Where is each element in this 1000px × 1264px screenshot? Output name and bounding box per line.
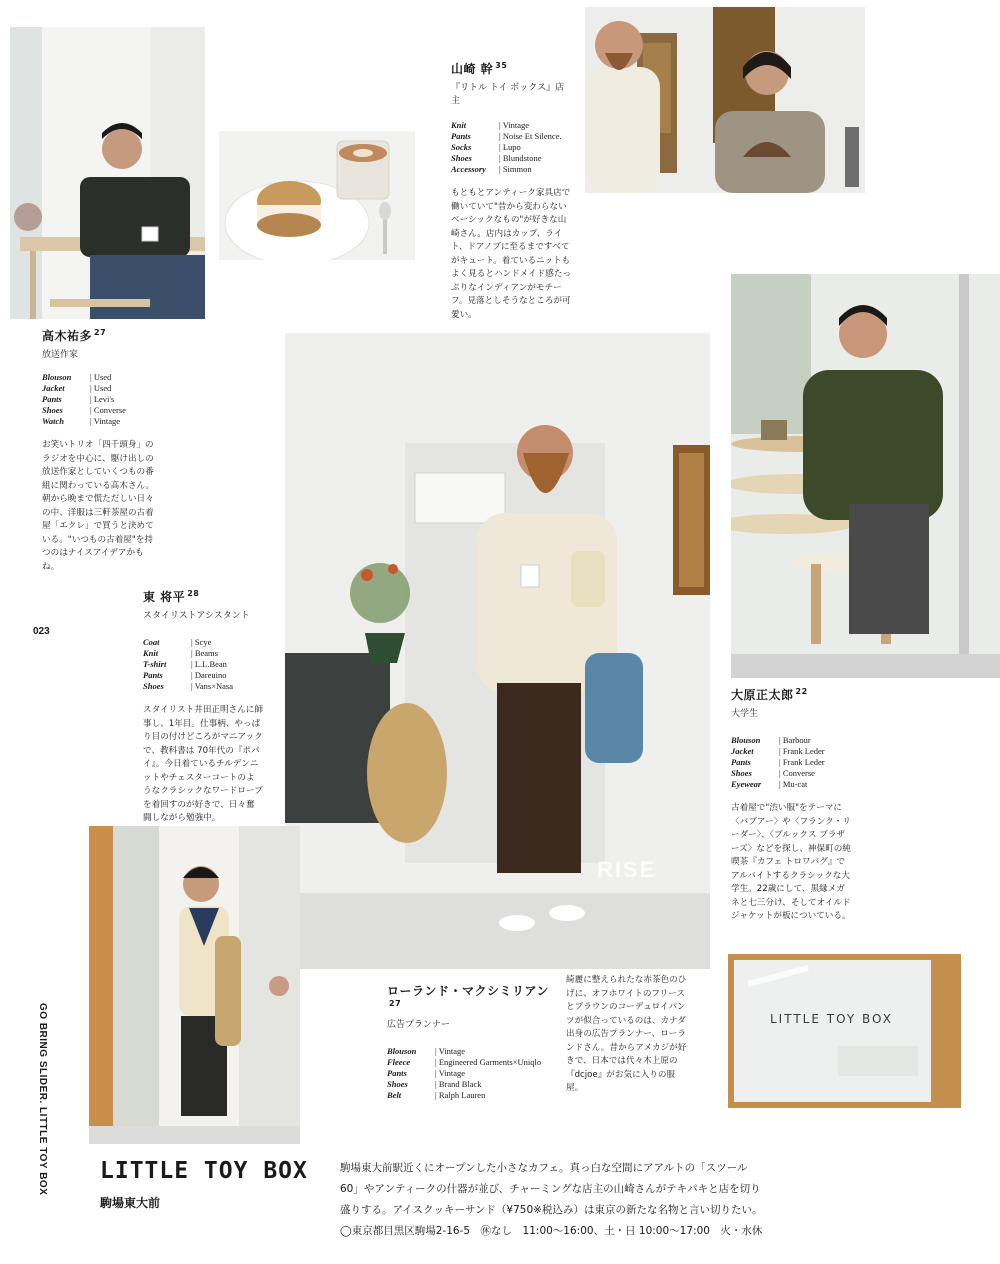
item-row: Jacket | Used — [42, 383, 160, 394]
photo-roland — [285, 333, 710, 969]
item-row: Shoes | Brand Black — [387, 1079, 557, 1090]
item-list — [42, 372, 160, 427]
item-row: Blouson | Barbour — [731, 735, 851, 746]
photo-shop-sign — [728, 954, 961, 1108]
person-age: 28 — [187, 589, 200, 598]
item-row: Pants | Dareuino — [143, 670, 263, 681]
person-role: スタイリストアシスタント — [143, 611, 250, 621]
item-row: Blouson | Vintage — [387, 1046, 557, 1057]
side-label: GO BRING SLIDER. LITTLE TOY BOX — [37, 1003, 48, 1196]
person-age: 27 — [94, 328, 107, 337]
page-number: 023 — [33, 626, 50, 637]
item-row: Shoes | Blundstone — [451, 153, 573, 164]
person-role: 広告プランナー — [387, 1020, 451, 1030]
item-list — [387, 1046, 557, 1101]
profile-yamazaki — [451, 60, 573, 322]
photo-ohara — [731, 274, 1000, 678]
photo-higashi — [89, 826, 300, 1144]
item-row: Knit | Vintage — [451, 120, 573, 131]
item-list — [451, 120, 573, 175]
item-list — [731, 735, 851, 790]
item-row: Shoes | Converse — [42, 405, 160, 416]
shop-sign-text: LITTLE TOY BOX — [770, 1012, 893, 1026]
person-text: お笑いトリオ「四千頭身」のラジオを中心に、駆け出しの放送作家としていくつもの番組に関わっている高木さん。朝から晩まで慌ただしい日々の中、洋服は三軒茶屋の古着屋「エクレ」で買うと決めている。"いつもの古着屋"を持つのはナイスアイデアかもね。 — [42, 440, 155, 572]
item-row: Shoes | Vans×Nasa — [143, 681, 263, 692]
photo-takagi — [10, 27, 205, 319]
person-age: 27 — [389, 999, 402, 1008]
item-row: Coat | Scye — [143, 637, 263, 648]
person-name: 高木祐多 — [42, 329, 93, 343]
person-text: もともとアンティーク家具店で働いていて"昔から変わらないベーシックなもの"が好きな山崎さん。店内はカップ、ライト、ドアノブに至るまですべてがキュート。着ているニットもよく見るとハンドメイド感たっぷりなインディアンがモチーフ。見落としそうなところが可愛い。 — [451, 188, 572, 320]
item-list — [143, 637, 263, 692]
person-name: 大原正太郎 — [731, 688, 794, 702]
item-row: Socks | Lupo — [451, 142, 573, 153]
item-row: Pants | Noise Et Silence. — [451, 131, 573, 142]
item-row: T-shirt | L.L.Bean — [143, 659, 263, 670]
rise-watermark: RISE — [597, 857, 657, 882]
photo-yamazaki — [585, 7, 865, 193]
item-row: Shoes | Converse — [731, 768, 851, 779]
shop-description: 駒場東大前駅近くにオープンした小さなカフェ。真っ白な空間にアアルトの「スツール 60」やアンティークの什器が並び、チャーミングな店主の山崎さんがテキパキと店を切り盛りする。アイスクッキーサンド（¥750※税込み）は東京の新たな名物と言い切りたい。◯東京都目黒区駒場2-16-5 ㊡なし 11:00〜16:00、土・日 10:00〜17:00 火・水休 — [340, 1162, 763, 1237]
profile-ohara — [731, 686, 851, 924]
person-name: ローランド・マクシミリアン — [387, 984, 550, 998]
item-row: Knit | Beams — [143, 648, 263, 659]
shop-area: 駒場東大前 — [100, 1196, 161, 1210]
person-text: スタイリスト井田正明さんに師事し、1年目。仕事柄、やっぱり目の付けどころがマニアックで、教科書は 70年代の『ポパイ』。今日着ているチルデンニットやチェスターコートのようなクラシックなワードローブを着回すのが好きで、日々奮闘しながら勉強中。 — [143, 705, 263, 823]
item-row: Jacket | Frank Leder — [731, 746, 851, 757]
shop-logo: LITTLE TOY BOX — [100, 1158, 308, 1184]
profile-takagi — [42, 327, 160, 574]
person-text: 古着屋で"渋い服"をテーマに〈バブアー〉や〈フランク・リーダー〉、〈ブルックス ブラザーズ〉などを探し、神保町の純喫茶『カフェ トロワバグ』でアルバイトするクラシックな大学生。22歳にして、黒縁メガネと七三分け、そしてオイルドジャケットが板についている。 — [731, 803, 851, 921]
item-row: Pants | Vintage — [387, 1068, 557, 1079]
profile-roland — [387, 982, 557, 1101]
photo-cookie-sandwich — [219, 131, 415, 260]
item-row: Blouson | Used — [42, 372, 160, 383]
person-role: 大学生 — [731, 709, 759, 719]
person-role: 放送作家 — [42, 350, 79, 360]
profile-higashi — [143, 588, 263, 826]
person-name: 山崎 幹 — [451, 62, 494, 76]
item-row: Belt | Ralph Lauren — [387, 1090, 557, 1101]
person-age: 35 — [495, 61, 508, 70]
person-role: 『リトル トイ ボックス』店主 — [451, 83, 565, 106]
item-row: Fleece | Engineered Garments×Uniqlo — [387, 1057, 557, 1068]
item-row: Accessory | Simmon — [451, 164, 573, 175]
person-name: 東 将平 — [143, 590, 186, 604]
item-row: Eyewear | Mu-cat — [731, 779, 851, 790]
item-row: Pants | Levi's — [42, 394, 160, 405]
person-age: 22 — [795, 687, 808, 696]
item-row: Pants | Frank Leder — [731, 757, 851, 768]
item-row: Watch | Vintage — [42, 416, 160, 427]
roland-text: 綺麗に整えられたな赤茶色のひげに、オフホワイトのフリースとブラウンのコーデュロイパンツが似合っているのは、カナダ出身の広告プランナー、ローランドさん。昔からアメカジが好きで、日本では代々木上原の『dcjoe』がお気に入りの服屋。 — [566, 975, 687, 1093]
